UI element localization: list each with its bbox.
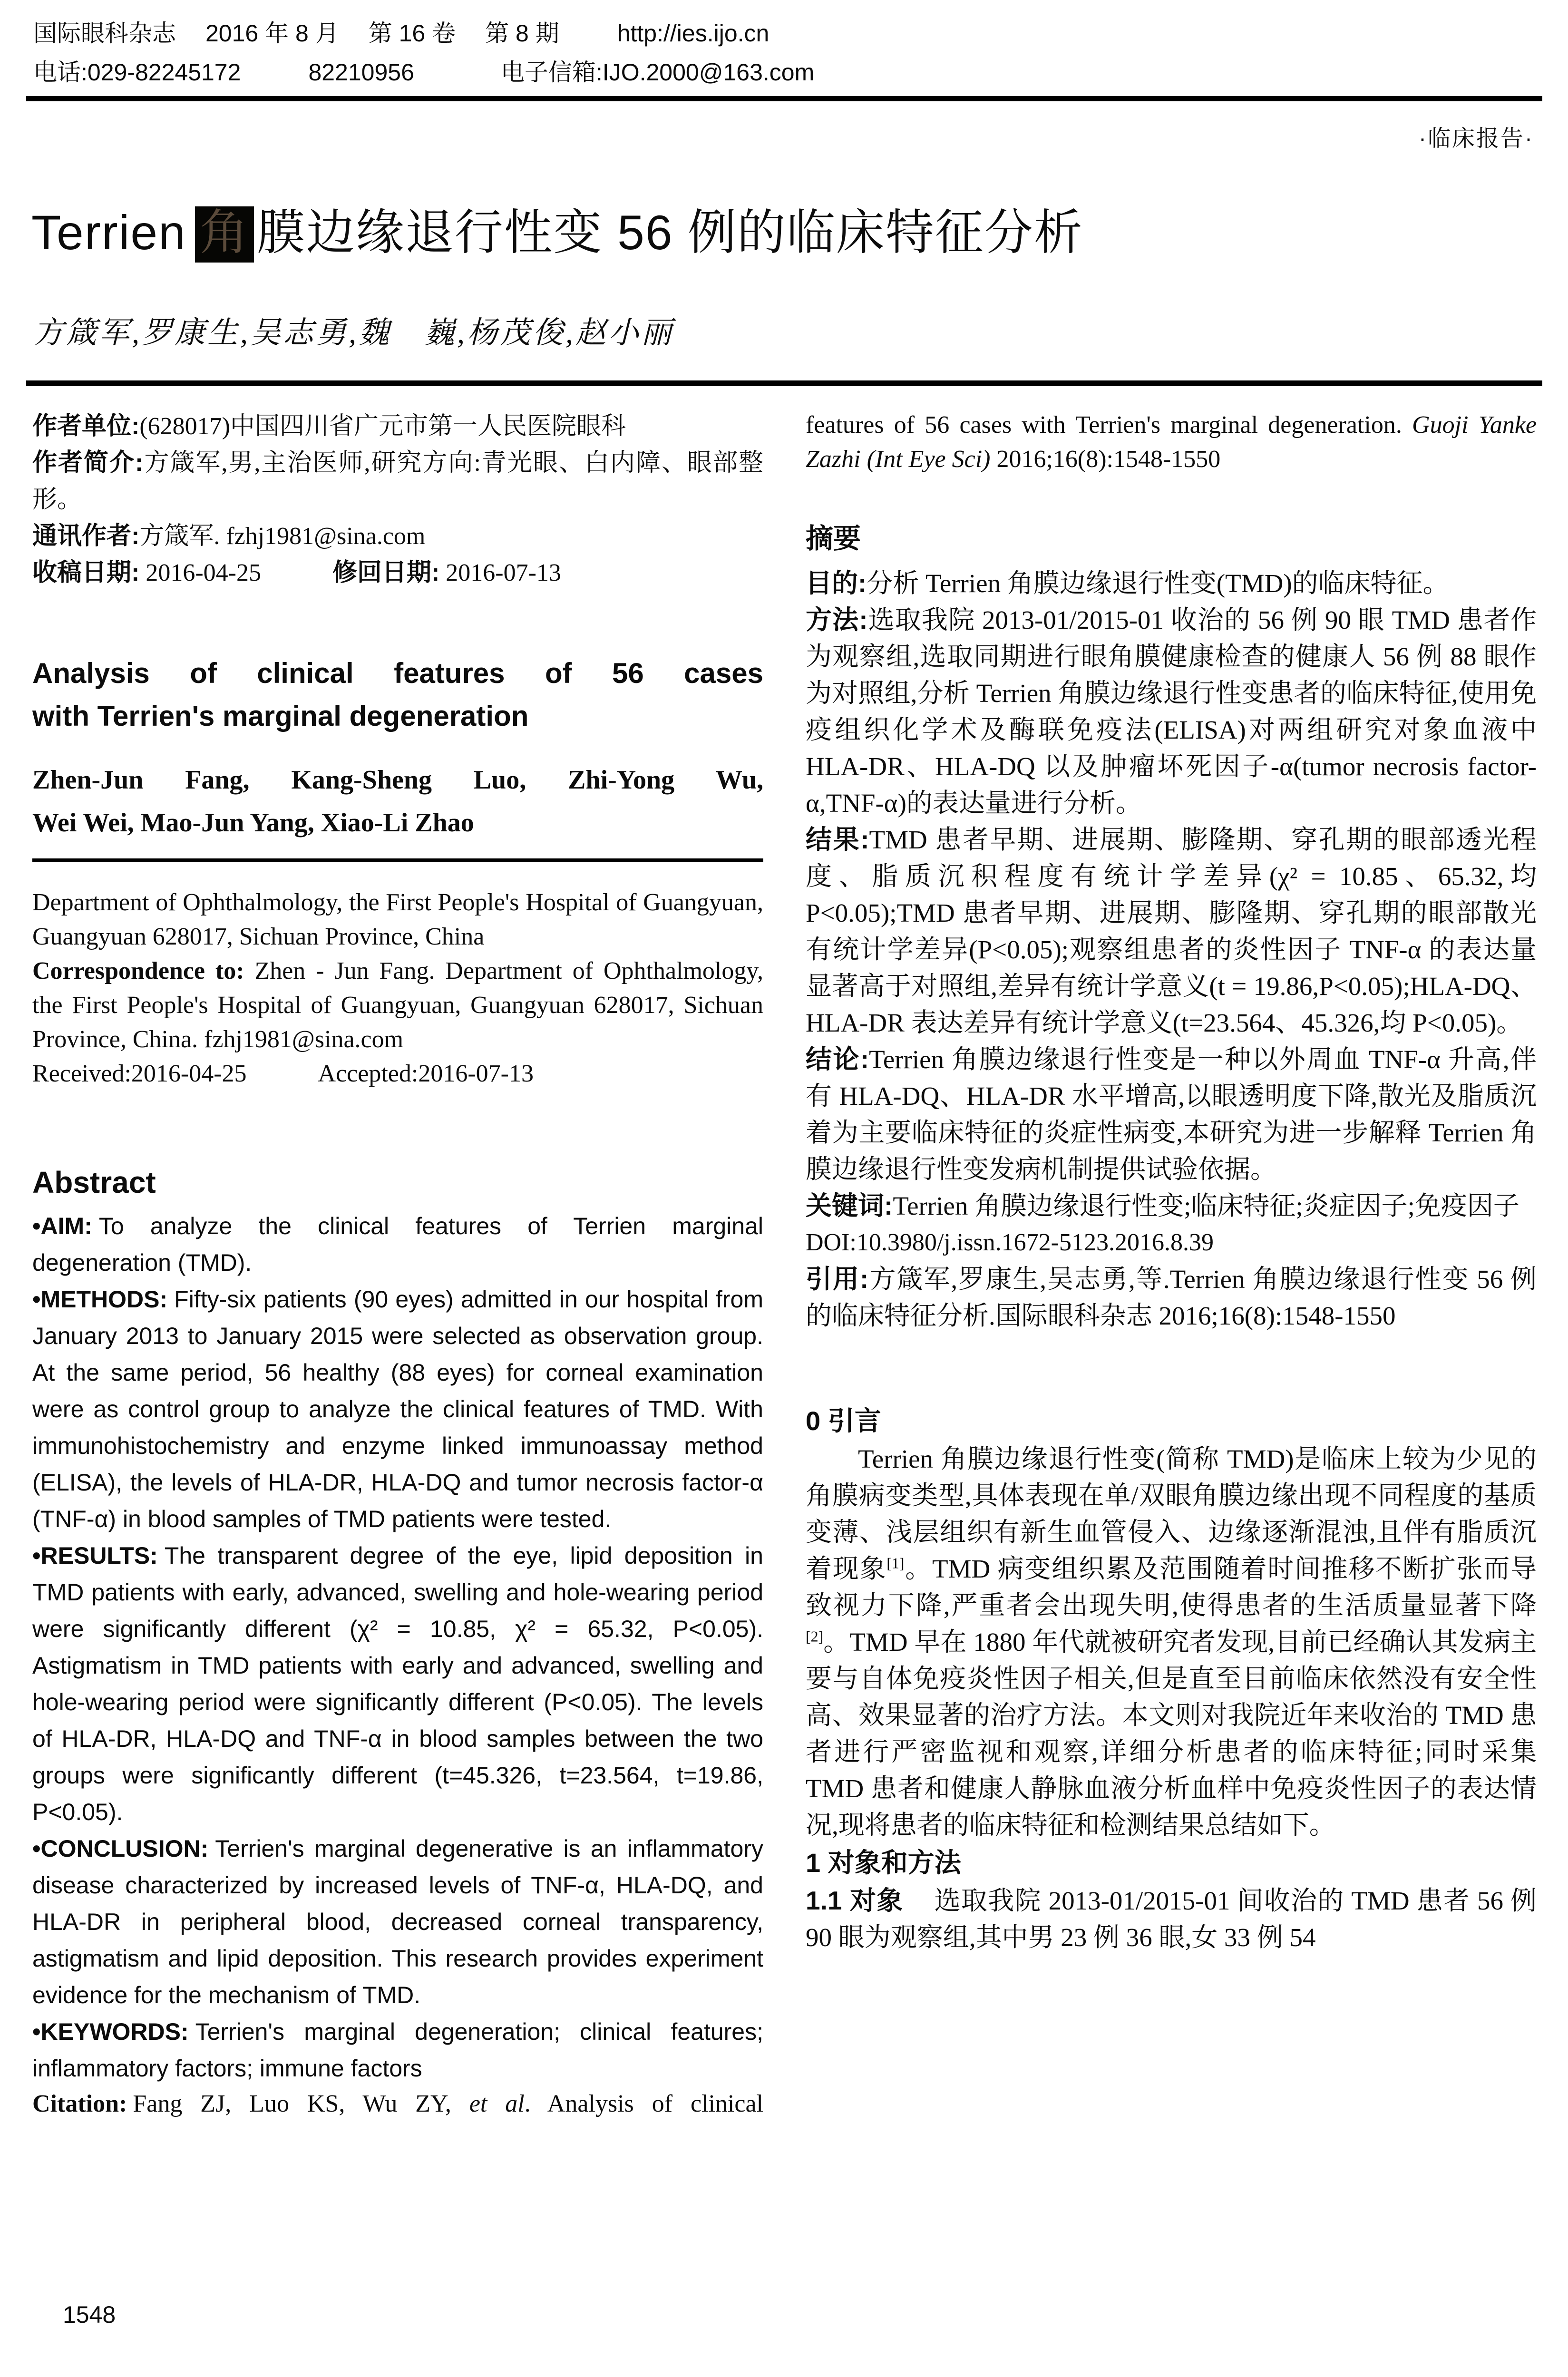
- right-column: [806, 408, 1537, 2315]
- keywords-text-cn: Terrien 角膜边缘退行性变;临床特征;炎症因子;免疫因子: [893, 1191, 1519, 1220]
- correspondence-text: Zhen - Jun Fang. Department of Ophthalmology, the First People's Hospital of Guangyuan, Guangyuan 628017, Sichuan Province, China. fzhj1981@sina.com: [32, 957, 763, 1053]
- aim-label: •AIM:: [32, 1213, 92, 1239]
- authors-en-line2: Wei Wei, Mao-Jun Yang, Xiao-Li Zhao: [32, 808, 474, 838]
- methods-text: Fifty-six patients (90 eyes) admitted in our hospital from January 2013 to January 2015 were selected as observation group. At the same period, 56 healthy (88 eyes) for corneal examination were as control group to analyze the clinical features of TMD. With immunohistochemistry and enzyme linked immunoassay method (ELISA), the levels of HLA-DR, HLA-DQ and tumor necrosis factor-α (TNF-α) in blood samples of TMD patients were tested.: [32, 1286, 763, 1532]
- methods-sub-label: 1.1 对象: [806, 1886, 904, 1915]
- journal-url: http://ies.ijo.cn: [617, 20, 769, 47]
- abstract-conclusion: [32, 1831, 763, 2014]
- article-title-en-line2: with Terrien's marginal degeneration: [32, 700, 529, 732]
- accepted-label: Accepted:: [318, 1060, 419, 1087]
- reference-1: [1]: [886, 1555, 905, 1572]
- methods-label: •METHODS:: [32, 1286, 168, 1313]
- received-date-cn: 2016-04-25: [139, 559, 261, 586]
- received-label-cn: 收稿日期:: [32, 559, 140, 586]
- citation-cn: [806, 1261, 1537, 1334]
- author-bio-text: 方箴军,男,主治医师,研究方向:青光眼、白内障、眼部整形。: [32, 449, 763, 513]
- intro-text-3: 。TMD 早在 1880 年代就被研究者发现,目前已经确认其发病主要与自体免疫炎性因子相关,但是直至目前临床依然没有安全性高、效果显著的治疗方法。本文则对我院近年来收治的 TMD 患者进行严密监视和观察,详细分析患者的临床特征;同时采集 TMD 患者和健康人静脉血液分析血样中免疫炎性因子的表达情况,现将患者的临床特征和检测结果总结如下。: [806, 1627, 1537, 1840]
- methods-subsection: [806, 1882, 1537, 1956]
- citation-en: [32, 2087, 763, 2121]
- accepted-date: 2016-07-13: [418, 1060, 534, 1087]
- affiliation-text: (628017)中国四川省广元市第一人民医院眼科: [139, 413, 626, 440]
- intro-text-1: Terrien 角膜边缘退行性变(简称 TMD)是临床上较为少见的角膜病变类型,具体表现在单/双眼角膜边缘出现不同程度的基质变薄、浅层组织有新生血管侵入、边缘逐渐混浊,且伴有脂质沉着现象: [806, 1444, 1537, 1583]
- correspondence-line: [32, 954, 763, 1057]
- conclusion-text-cn: Terrien 角膜边缘退行性变是一种以外周血 TNF-α 升高,伴有 HLA-DQ、HLA-DR 水平增高,以眼透明度下降,散光及脂质沉着为主要临床特征的炎症性病变,本研究为进一步解释 Terrien 角膜边缘退行性变发病机制提供试验依据。: [806, 1045, 1537, 1184]
- methods-heading: 1 对象和方法: [806, 1848, 961, 1878]
- journal-date: 2016 年 8 月: [205, 20, 339, 47]
- citation-cn-label: 引用:: [806, 1264, 869, 1294]
- journal-phone: 电话:029-82245172: [33, 59, 241, 86]
- article-title-en-line1: Analysis of clinical features of 56 cases: [32, 657, 763, 689]
- methods-text-cn: 选取我院 2013-01/2015-01 收治的 56 例 90 眼 TMD 患者作为观察组,选取同期进行眼角膜健康检查的健康人 56 例 88 眼作为对照组,分析 Terrien 角膜边缘退行性变患者的临床特征,使用免疫组织化学术及酶联免疫法(ELISA)对两组研究对象血液中 HLA-DR、HLA-DQ 以及肿瘤坏死因子-α(tumor necrosis factor-α,TNF-α)的表达量进行分析。: [806, 605, 1537, 818]
- abstract-cn-keywords: [806, 1188, 1537, 1224]
- citation-label: Citation:: [32, 2090, 127, 2117]
- affiliation-divider: [32, 858, 763, 862]
- conclusion-label-cn: 结论:: [806, 1044, 869, 1074]
- results-label: •RESULTS:: [32, 1542, 158, 1569]
- abstract-cn-conclusion: [806, 1041, 1537, 1188]
- corresponding-author-text: 方箴军. fzhj1981@sina.com: [139, 523, 426, 550]
- conclusion-text: Terrien's marginal degenerative is an inflammatory disease characterized by increased levels of TNF-α, HLA-DQ, and HLA-DR in peripheral blood, decreased corneal transparency, astigmatism and lipid deposition. This research provides experiment evidence for the mechanism of TMD.: [32, 1835, 763, 2008]
- article-title-en: [32, 652, 763, 738]
- journal-header: [33, 14, 1536, 92]
- citation-cont-pages: 2016;16(8):1548-1550: [990, 446, 1221, 473]
- doi: DOI:10.3980/j.issn.1672-5123.2016.8.39: [806, 1229, 1214, 1256]
- journal-header-line1: [33, 14, 1536, 53]
- citation-journal-italic: Guoji Yanke Zazhi (Int Eye Sci): [806, 411, 1537, 473]
- authors-cn: 方箴军,罗康生,吴志勇,魏 巍,杨茂俊,赵小丽: [33, 316, 674, 350]
- article-title-latin: Terrien: [31, 205, 186, 260]
- keywords-label-cn: 关键词:: [806, 1191, 893, 1220]
- aim-label-cn: 目的:: [806, 568, 867, 598]
- journal-phone2: 82210956: [308, 59, 414, 86]
- department-block: [32, 886, 763, 1091]
- reference-2: [2]: [806, 1628, 824, 1645]
- conclusion-label: •CONCLUSION:: [32, 1835, 209, 1862]
- authors-en: [32, 759, 763, 844]
- citation-cont-text: features of 56 cases with Terrien's marginal degeneration.: [806, 411, 1412, 438]
- results-text: The transparent degree of the eye, lipid deposition in TMD patients with early, advanced, swelling and hole-wearing period were significantly different (χ² = 10.85, χ² = 65.32, P<0.05). Astigmatism in TMD patients with early and advanced, swelling and hole-wearing period were significantly different (P<0.05). The levels of HLA-DR, HLA-DQ and TNF-α in blood samples between the two groups were significantly different (t=45.326, t=23.564, t=19.86, P<0.05).: [32, 1542, 763, 1825]
- abstract-results: [32, 1538, 763, 1831]
- abstract-cn: [806, 565, 1537, 1224]
- page-number: 1548: [63, 2301, 116, 2328]
- affiliation-line: [32, 408, 763, 445]
- abstract-en: [32, 1208, 763, 2087]
- journal-name: 国际眼科杂志: [33, 20, 176, 47]
- journal-header-line2: [33, 53, 1536, 92]
- header-divider: [26, 96, 1542, 101]
- results-text-cn: TMD 患者早期、进展期、膨隆期、穿孔期的眼部透光程度、脂质沉积程度有统计学差异(χ² = 10.85、65.32,均 P<0.05);TMD 患者早期、进展期、膨隆期、穿孔期的眼部散光有统计学差异(P<0.05);观察组患者的炎性因子 TNF-α 的表达量显著高于对照组,差异有统计学意义(t = 19.86,P<0.05);HLA-DQ、HLA-DR 表达差异有统计学意义(t=23.564、45.326,均 P<0.05)。: [806, 825, 1537, 1037]
- citation-tail: . Analysis of clinical: [524, 2090, 763, 2117]
- revised-date-cn: 2016-07-13: [439, 559, 561, 586]
- abstract-keywords: [32, 2014, 763, 2087]
- abstract-heading-en: Abstract: [32, 1165, 156, 1199]
- aim-text-cn: 分析 Terrien 角膜边缘退行性变(TMD)的临床特征。: [867, 569, 1449, 598]
- citation-cn-text: 方箴军,罗康生,吴志勇,等.Terrien 角膜边缘退行性变 56 例的临床特征分析.国际眼科杂志 2016;16(8):1548-1550: [806, 1265, 1537, 1330]
- keywords-text: Terrien's marginal degeneration; clinical features; inflammatory factors; immune factors: [32, 2018, 763, 2082]
- received-label: Received:: [32, 1060, 131, 1087]
- intro-heading: 0 引言: [806, 1406, 881, 1436]
- journal-volume: 第 16 卷: [368, 20, 456, 47]
- article-title-cn: [31, 194, 1083, 263]
- intro-text-2: 。TMD 病变组织累及范围随着时间推移不断扩张而导致视力下降,严重者会出现失明,使得患者的生活质量显著下降: [806, 1554, 1537, 1620]
- author-bio-label: 作者简介:: [32, 449, 144, 477]
- received-date: 2016-04-25: [131, 1060, 247, 1087]
- article-title-rest: 膜边缘退行性变 56 例的临床特征分析: [256, 205, 1083, 260]
- journal-issue: 第 8 期: [485, 20, 559, 47]
- authors-en-line1: Zhen-Jun Fang, Kang-Sheng Luo, Zhi-Yong Wu,: [32, 765, 763, 795]
- methods-sub-text: 选取我院 2013-01/2015-01 间收治的 TMD 患者 56 例 90 眼为观察组,其中男 23 例 36 眼,女 33 例 54: [806, 1886, 1537, 1952]
- author-bio-line: [32, 445, 763, 518]
- received-accepted-line: [32, 1057, 763, 1091]
- abstract-cn-results: [806, 821, 1537, 1041]
- department-text: Department of Ophthalmology, the First People's Hospital of Guangyuan, Guangyuan 628017, Sichuan Province, China: [32, 889, 763, 950]
- results-label-cn: 结果:: [806, 825, 869, 854]
- correspondence-label: Correspondence to:: [32, 957, 244, 984]
- abstract-methods: [32, 1281, 763, 1538]
- abstract-cn-methods: [806, 602, 1537, 821]
- dates-line: [32, 555, 763, 591]
- revised-label-cn: 修回日期:: [332, 559, 440, 586]
- affiliation-block: [32, 408, 763, 591]
- section-tag: ·临床报告·: [1419, 126, 1534, 151]
- keywords-label: •KEYWORDS:: [32, 2018, 189, 2045]
- left-column: [32, 408, 763, 2315]
- citation-en-continued: [806, 408, 1537, 477]
- corresponding-author-line: [32, 518, 763, 555]
- citation-authors: Fang ZJ, Luo KS, Wu ZY,: [133, 2090, 469, 2117]
- aim-text: To analyze the clinical features of Terrien marginal degeneration (TMD).: [32, 1213, 763, 1276]
- intro-paragraph: [806, 1441, 1537, 1843]
- highlighted-char: 角: [195, 206, 254, 263]
- corresponding-author-label: 通讯作者:: [32, 522, 140, 550]
- author-divider: [26, 380, 1542, 386]
- journal-email: 电子信箱:IJO.2000@163.com: [500, 59, 815, 86]
- citation-etal: et al: [469, 2090, 525, 2117]
- abstract-cn-aim: [806, 565, 1537, 602]
- abstract-aim: [32, 1208, 763, 1281]
- abstract-heading-cn: 摘要: [806, 523, 861, 554]
- methods-label-cn: 方法:: [806, 605, 868, 634]
- affiliation-label: 作者单位:: [32, 412, 140, 440]
